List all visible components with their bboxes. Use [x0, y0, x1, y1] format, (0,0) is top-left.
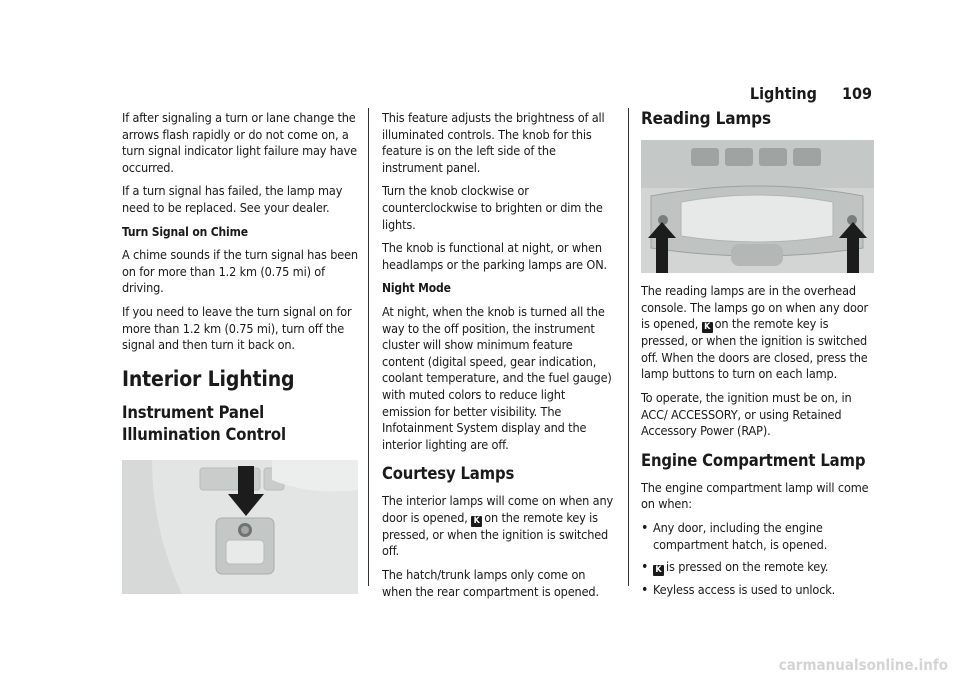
- instrument-panel-knob-figure: [122, 460, 358, 594]
- list-item: • K is pressed on the remote key.: [641, 559, 877, 576]
- section-title: Lighting: [749, 84, 817, 103]
- column-1: [122, 110, 358, 594]
- remote-key-unlock-icon: K: [653, 565, 664, 576]
- subheading-night-mode: Night Mode: [382, 281, 451, 296]
- paragraph: If after signaling a turn or lane change the arrows flash rapidly or do not come on, a turn signal indicator light failure may have occurred.: [122, 110, 357, 175]
- heading-engine-compartment-lamp: Engine Compartment Lamp: [641, 450, 866, 470]
- reading-lamps-image: [641, 140, 874, 273]
- paragraph: If a turn signal has failed, the lamp may need to be replaced. See your dealer.: [122, 183, 343, 215]
- paragraph: If you need to leave the turn signal on for more than 1.2 km (0.75 mi), turn off the signal and then turn it back on.: [122, 303, 352, 353]
- paragraph: The engine compartment lamp will come on when:: [641, 479, 869, 512]
- heading-interior-lighting: Interior Lighting: [122, 366, 295, 391]
- paragraph: At night, when the knob is turned all the way to the off position, the instrument cluster will show minimum feature content (digital speed, gear indication, coolant temperature, and the fuel gauge) with muted colors to reduce light emission for better visibility. The Infotainment System display and the interior lighting are off.: [382, 303, 612, 452]
- subheading-turn-signal-chime: Turn Signal on Chime: [122, 224, 248, 239]
- column-divider: [368, 108, 369, 586]
- reading-lamps-figure: [641, 140, 874, 273]
- bullet-list: [641, 520, 877, 599]
- paragraph: A chime sounds if the turn signal has been on for more than 1.2 km (0.75 mi) of driving.: [122, 247, 358, 296]
- list-item: • Keyless access is used to unlock.: [641, 582, 877, 599]
- list-item: • Any door, including the engine compartment hatch, is opened.: [641, 520, 877, 553]
- heading-instrument-panel-illumination: Instrument Panel Illumination Control: [122, 402, 286, 444]
- paragraph: This feature adjusts the brightness of all illuminated controls. The knob for this feature is on the left side of the instrument panel.: [382, 110, 605, 175]
- remote-key-unlock-icon: K: [471, 516, 482, 527]
- instrument-panel-knob-image: [122, 460, 358, 594]
- column-divider: [628, 108, 629, 586]
- paragraph: The reading lamps are in the overhead console. The lamps go on when any door is opened, K on the remote key is pressed, or when the ignition is switched off. When the doors are closed, press the lamp buttons to turn on each lamp.: [641, 283, 869, 382]
- page-header: [750, 84, 872, 103]
- paragraph: The hatch/trunk lamps only come on when the rear compartment is opened.: [382, 567, 599, 599]
- paragraph: Turn the knob clockwise or counterclockwise to brighten or dim the lights.: [382, 183, 603, 232]
- watermark: carmanualsonline.info: [778, 656, 948, 674]
- heading-courtesy-lamps: Courtesy Lamps: [382, 464, 515, 484]
- paragraph: The interior lamps will come on when any door is opened, K on the remote key is pressed, or when the ignition is switched off.: [382, 493, 614, 559]
- heading-reading-lamps: Reading Lamps: [641, 109, 771, 129]
- page-number: 109: [841, 84, 872, 103]
- paragraph: The knob is functional at night, or when headlamps or the parking lamps are ON.: [382, 240, 607, 272]
- column-2: [382, 110, 614, 607]
- column-3: [641, 108, 877, 605]
- paragraph: To operate, the ignition must be on, in ACC/ ACCESSORY, or using Retained Accessory Power (RAP).: [641, 389, 852, 439]
- remote-key-unlock-icon: K: [702, 322, 713, 333]
